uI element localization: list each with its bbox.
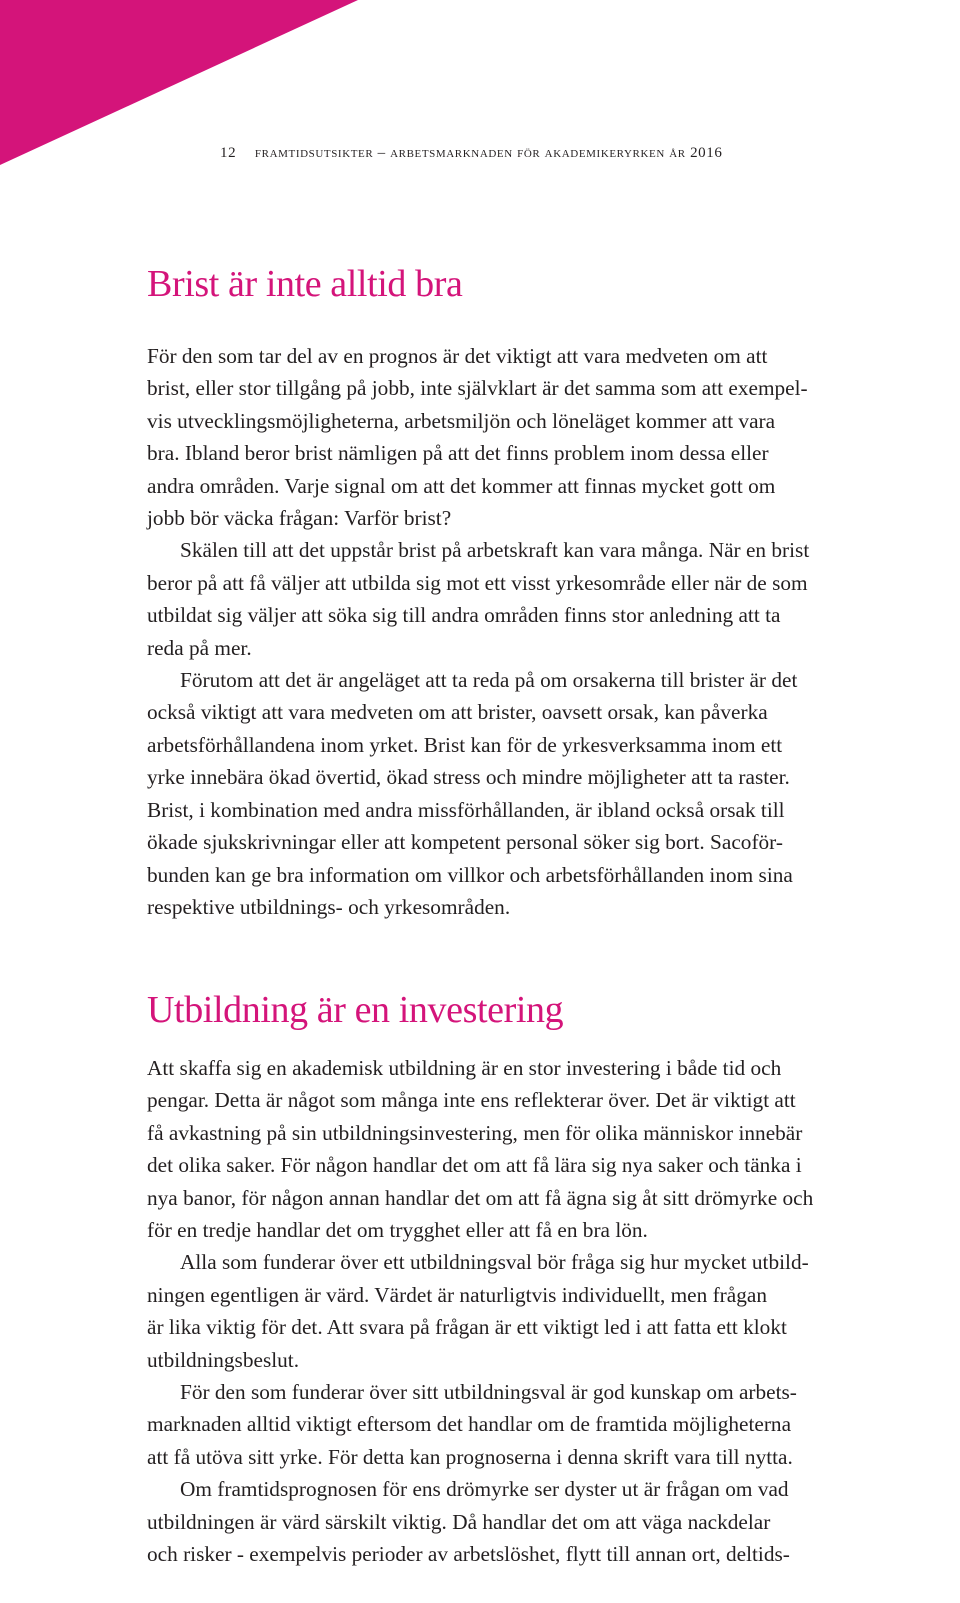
text-line: är lika viktig för det. Att svara på frågan är ett viktigt led i att fatta ett klokt	[147, 1315, 787, 1340]
text-line: marknaden alltid viktigt eftersom det handlar om de framtida möjligheterna	[147, 1412, 792, 1437]
text-line: bunden kan ge bra information om villkor och arbetsförhållanden inom sina	[147, 862, 793, 887]
text-line: brist, eller stor tillgång på jobb, inte självklart är det samma som att exempel-	[147, 376, 808, 401]
text-line: yrke innebära ökad övertid, ökad stress och mindre möjligheter att ta raster.	[147, 765, 790, 790]
paragraph	[147, 534, 947, 664]
section-utbildning-body	[147, 1052, 947, 1571]
paragraph	[147, 664, 947, 923]
text-line: respektive utbildnings- och yrkesområden.	[147, 894, 511, 919]
text-line: nya banor, för någon annan handlar det om att få ägna sig åt sitt drömyrke och	[147, 1185, 814, 1210]
text-line: Förutom att det är angeläget att ta reda på om orsakerna till brister är det	[180, 668, 798, 693]
text-line: Alla som funderar över ett utbildningsval bör fråga sig hur mycket utbild-	[180, 1250, 809, 1275]
text-line: utbildningen är värd särskilt viktig. Då handlar det om att väga nackdelar	[147, 1509, 771, 1534]
text-line: ningen egentligen är värd. Värdet är naturligtvis individuellt, men frågan	[147, 1282, 767, 1307]
text-line: få avkastning på sin utbildningsinvestering, men för olika människor innebär	[147, 1120, 803, 1145]
text-line: För den som funderar över sitt utbildningsval är god kunskap om arbets-	[180, 1380, 797, 1405]
text-line: för en tredje handlar det om trygghet eller att få en bra lön.	[147, 1218, 648, 1243]
text-line: Skälen till att det uppstår brist på arbetskraft kan vara många. När en brist	[180, 538, 810, 563]
text-line: pengar. Detta är något som många inte ens reflekterar över. Det är viktigt att	[147, 1088, 796, 1113]
paragraph	[147, 1473, 947, 1570]
page-number: 12	[220, 145, 237, 161]
text-line: utbildningsbeslut.	[147, 1347, 300, 1372]
text-line: reda på mer.	[147, 635, 252, 660]
text-line: Om framtidsprognosen för ens drömyrke ser dyster ut är frågan om vad	[180, 1477, 789, 1502]
section-utbildning	[147, 988, 947, 1032]
text-line: jobb bör väcka frågan: Varför brist?	[147, 506, 452, 531]
text-line: att få utöva sitt yrke. För detta kan prognoserna i denna skrift vara till nytta.	[147, 1444, 793, 1469]
text-line: Att skaffa sig en akademisk utbildning är en stor investering i både tid och	[147, 1056, 782, 1080]
text-line: beror på att få väljer att utbilda sig mot ett visst yrkesområde eller när de som	[147, 570, 808, 595]
text-line: utbildat sig väljer att söka sig till andra områden finns stor anledning att ta	[147, 603, 781, 628]
section-heading: Brist är inte alltid bra	[147, 263, 463, 305]
paragraph	[147, 1246, 947, 1376]
running-head-title: framtidsutsikter – arbetsmarknaden för akademikeryrken år 2016	[254, 145, 723, 161]
section-brist	[147, 262, 947, 306]
text-line: arbetsförhållandena inom yrket. Brist kan för de yrkesverksamma inom ett	[147, 732, 783, 757]
text-line: det olika saker. För någon handlar det om att få lära sig nya saker och tänka i	[147, 1153, 802, 1178]
running-head	[220, 145, 722, 162]
text-line: och risker - exempelvis perioder av arbetslöshet, flytt till annan ort, deltids-	[147, 1542, 790, 1567]
text-line: Brist, i kombination med andra missförhållanden, är ibland också orsak till	[147, 797, 785, 822]
section-heading: Utbildning är en investering	[147, 989, 564, 1031]
text-line: bra. Ibland beror brist nämligen på att det finns problem inom dessa eller	[147, 441, 769, 466]
corner-shape	[0, 0, 358, 165]
text-line: För den som tar del av en prognos är det viktigt att vara medveten om att	[147, 344, 768, 368]
text-line: vis utvecklingsmöjligheterna, arbetsmiljön och löneläget kommer att vara	[147, 408, 776, 433]
paragraph	[147, 1052, 947, 1246]
text-line: ökade sjukskrivningar eller att kompetent personal söker sig bort. Sacoför-	[147, 830, 783, 855]
paragraph	[147, 1376, 947, 1473]
section-brist-body	[147, 340, 947, 923]
text-line: andra områden. Varje signal om att det kommer att finnas mycket gott om	[147, 473, 776, 498]
text-line: också viktigt att vara medveten om att brister, oavsett orsak, kan påverka	[147, 700, 768, 725]
paragraph	[147, 340, 947, 534]
